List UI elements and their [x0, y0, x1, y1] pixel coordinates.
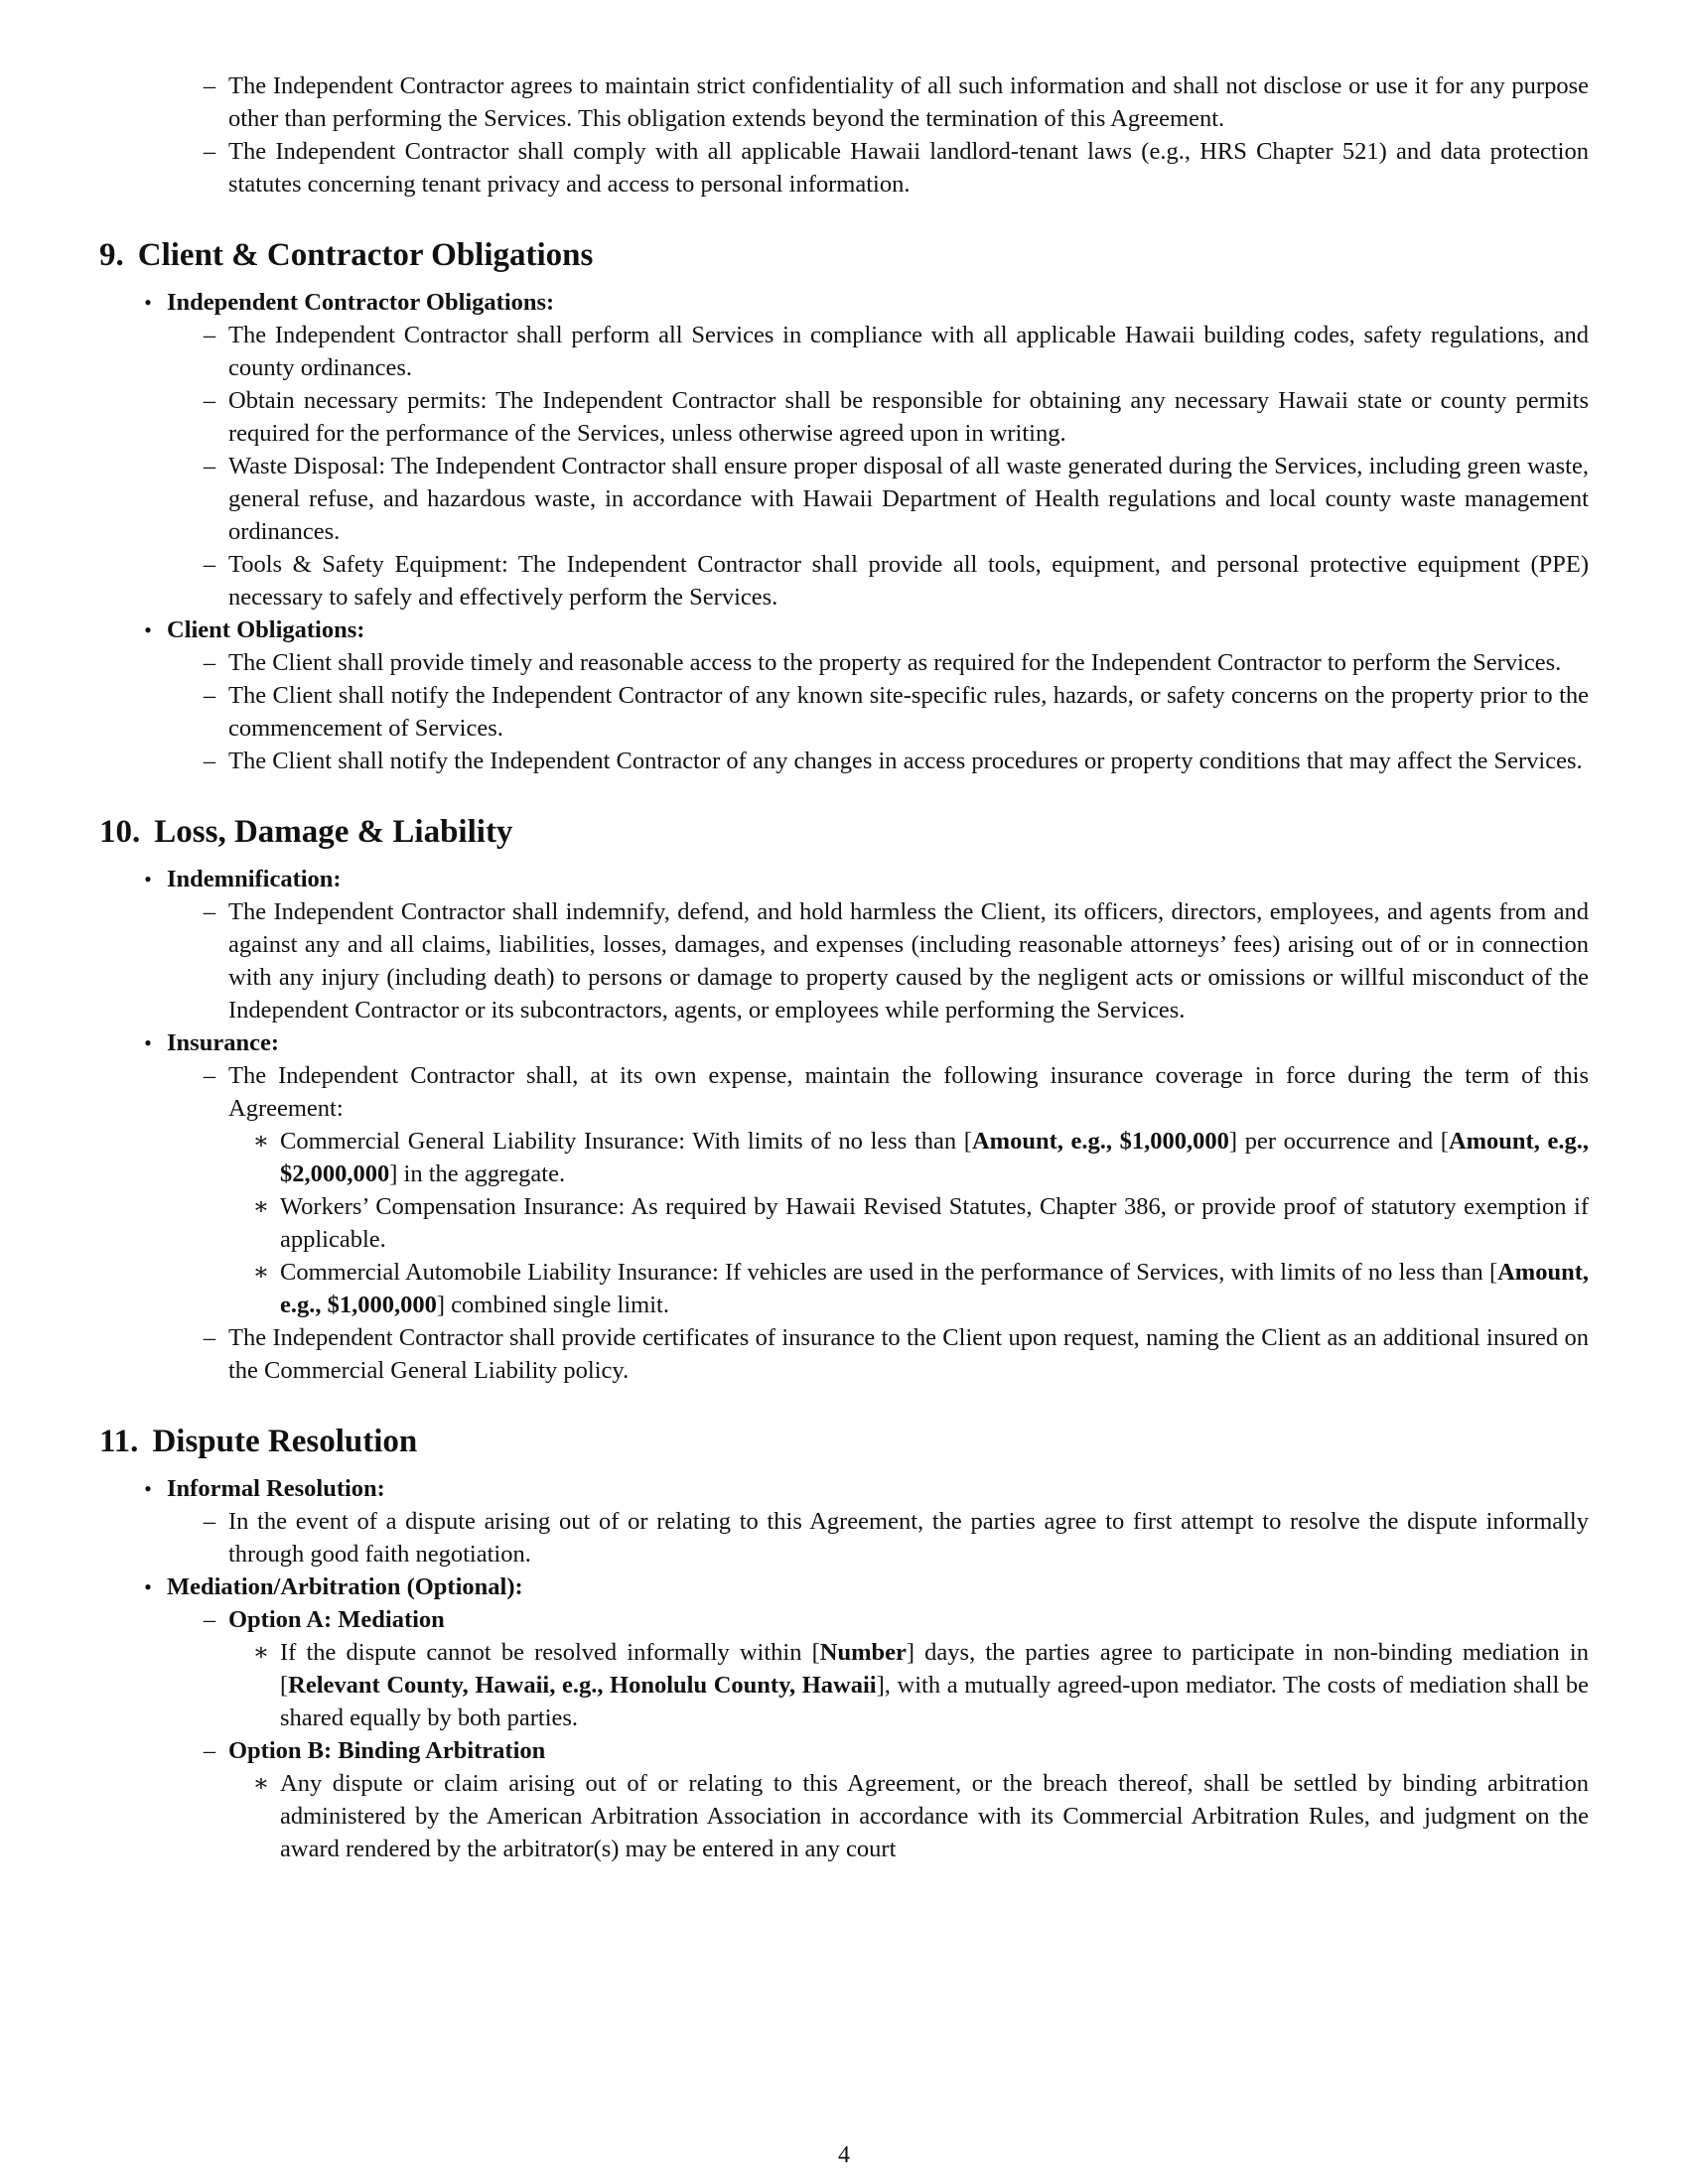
list-item [99, 69, 1589, 135]
subsection-heading: Indemnification: [167, 866, 342, 892]
dash-marker: – [203, 551, 216, 578]
list-item-text: In the event of a dispute arising out of or relating to this Agreement, the parties agree to first attempt to resolve the dispute informally through good faith negotiation. [228, 1508, 1589, 1568]
placeholder-amount: Amount, e.g., $2,000,000 [280, 1128, 1589, 1187]
bullet-marker: • [144, 617, 152, 642]
list-item-text: Obtain necessary permits: The Independent Contractor shall be responsible for obtaining any necessary Hawaii state or county permits required for the performance of the Services, unless otherwise agreed upon in writing. [228, 387, 1589, 447]
dash-marker: – [203, 1324, 216, 1351]
text-fragment: Commercial General Liability Insurance: With limits of no less than [ [280, 1128, 972, 1155]
section-10-list [99, 863, 1589, 1387]
list-item-text: Any dispute or claim arising out of or relating to this Agreement, or the breach thereof, shall be settled by binding arbitration administered by the American Arbitration Association in accordance with its Commercial Arbitration Rules, and judgment on the award rendered by the arbitrator(s) may be entered in any court [280, 1770, 1589, 1862]
text-fragment: ], with a mutually agreed-upon mediator. The costs of mediation shall be shared equally by both parties. [280, 1672, 1590, 1731]
text-fragment: ] per occurrence and [ [1228, 1128, 1449, 1155]
dash-marker: – [203, 387, 216, 414]
section-number: 10. [99, 814, 141, 850]
option-heading: Option B: Binding Arbitration [228, 1737, 546, 1764]
list-item [99, 286, 1589, 319]
list-item [99, 1190, 1589, 1256]
list-item [99, 1570, 1589, 1603]
star-marker: ∗ [252, 1639, 270, 1666]
list-item [99, 548, 1589, 614]
list-item [99, 745, 1589, 777]
list-item [99, 135, 1589, 201]
placeholder-amount: Amount, e.g., $1,000,000 [971, 1128, 1229, 1155]
list-item [99, 679, 1589, 745]
section-9-heading [99, 234, 1589, 276]
dash-marker: – [203, 682, 216, 709]
subsection-heading: Informal Resolution: [167, 1475, 385, 1502]
dash-marker: – [203, 1508, 216, 1535]
dash-marker: – [203, 453, 216, 479]
list-item-text: The Independent Contractor agrees to maintain strict confidentiality of all such information and shall not disclose or use it for any purpose other than performing the Services. This obligation extends beyond the termination of this Agreement. [228, 72, 1589, 132]
bullet-marker: • [144, 867, 152, 891]
list-item-text: The Client shall provide timely and reasonable access to the property as required for the Independent Contractor to perform the Services. [228, 649, 1562, 676]
bullet-marker: • [144, 1030, 152, 1055]
list-item [99, 450, 1589, 548]
list-item-text: Workers’ Compensation Insurance: As required by Hawaii Revised Statutes, Chapter 386, or provide proof of statutory exemption if applicable. [280, 1193, 1589, 1253]
list-item [99, 319, 1589, 384]
dash-marker: – [203, 138, 216, 165]
page-number: 4 [838, 2142, 850, 2168]
section-9-list [99, 286, 1589, 777]
list-item [99, 863, 1589, 895]
dash-marker: – [203, 748, 216, 774]
section-number: 11. [99, 1424, 139, 1459]
list-item [99, 1026, 1589, 1059]
list-item-text: The Independent Contractor shall indemnify, defend, and hold harmless the Client, its officers, directors, employees, and agents from and against any and all claims, liabilities, losses, damages, and expenses (including reasonable attorneys’ fees) arising out of or in connection with any injury (including death) to persons or damage to property caused by the negligent acts or omissions or willful misconduct of the Independent Contractor or its subcontractors, agents, or employees while performing the Services. [228, 898, 1589, 1024]
list-item [99, 1734, 1589, 1767]
list-item [99, 1059, 1589, 1125]
list-item-text: The Independent Contractor shall provide certificates of insurance to the Client upon request, naming the Client as an additional insured on the Commercial General Liability policy. [228, 1324, 1589, 1384]
placeholder-amount: Amount, e.g., $1,000,000 [280, 1259, 1589, 1318]
dash-marker: – [203, 72, 216, 99]
list-item [99, 1505, 1589, 1570]
text-fragment: ] in the aggregate. [389, 1160, 566, 1187]
section-10-heading [99, 811, 1589, 853]
text-fragment: If the dispute cannot be resolved informally within [ [280, 1639, 820, 1666]
list-item [99, 1125, 1589, 1190]
list-item [99, 1636, 1589, 1734]
list-item [99, 1256, 1589, 1321]
list-item [99, 1767, 1589, 1865]
list-item-text: The Client shall notify the Independent Contractor of any known site-specific rules, hazards, or safety concerns on the property prior to the commencement of Services. [228, 682, 1589, 742]
star-marker: ∗ [252, 1193, 270, 1220]
dash-marker: – [203, 649, 216, 676]
list-item-text: The Independent Contractor shall, at its own expense, maintain the following insurance coverage in force during the term of this Agreement: [228, 1062, 1589, 1122]
list-item [99, 1472, 1589, 1505]
dash-marker: – [203, 898, 216, 925]
list-item [99, 1603, 1589, 1636]
placeholder-county: Relevant County, Hawaii, e.g., Honolulu County, Hawaii [288, 1672, 877, 1699]
option-heading: Option A: Mediation [228, 1606, 445, 1633]
list-item [99, 384, 1589, 450]
text-fragment: Commercial Automobile Liability Insurance: If vehicles are used in the performance of Services, with limits of no less than [ [280, 1259, 1498, 1286]
section-11-heading [99, 1421, 1589, 1462]
bullet-marker: • [144, 1574, 152, 1599]
dash-marker: – [203, 322, 216, 348]
list-item-text: Tools & Safety Equipment: The Independent Contractor shall provide all tools, equipment, and personal protective equipment (PPE) necessary to safely and effectively perform the Services. [228, 551, 1589, 611]
section-title: Loss, Damage & Liability [154, 814, 513, 850]
document-page [99, 69, 1589, 1865]
dash-marker: – [203, 1606, 216, 1633]
list-item-text: The Client shall notify the Independent Contractor of any changes in access procedures or property conditions that may affect the Services. [228, 748, 1583, 774]
subsection-heading: Client Obligations: [167, 616, 365, 643]
section-number: 9. [99, 237, 124, 273]
text-fragment: ] days, the parties agree to participate in non-binding mediation in [ [280, 1639, 1589, 1699]
text-fragment: ] combined single limit. [436, 1292, 669, 1318]
list-item [99, 646, 1589, 679]
list-item-text: The Independent Contractor shall perform all Services in compliance with all applicable Hawaii building codes, safety regulations, and county ordinances. [228, 322, 1589, 381]
section-title: Client & Contractor Obligations [137, 237, 594, 273]
confidentiality-list [99, 69, 1589, 201]
dash-marker: – [203, 1737, 216, 1764]
list-item [99, 614, 1589, 646]
star-marker: ∗ [252, 1259, 270, 1286]
star-marker: ∗ [252, 1128, 270, 1155]
list-item-text: The Independent Contractor shall comply with all applicable Hawaii landlord-tenant laws (e.g., HRS Chapter 521) and data protection statutes concerning tenant privacy and access to personal information. [228, 138, 1589, 198]
subsection-heading: Insurance: [167, 1029, 279, 1056]
list-item [99, 1321, 1589, 1387]
star-marker: ∗ [252, 1770, 270, 1797]
section-title: Dispute Resolution [152, 1424, 418, 1459]
placeholder-number: Number [819, 1639, 907, 1666]
list-item [99, 895, 1589, 1026]
dash-marker: – [203, 1062, 216, 1089]
section-11-list [99, 1472, 1589, 1865]
bullet-marker: • [144, 290, 152, 315]
subsection-heading: Independent Contractor Obligations: [167, 289, 555, 316]
subsection-heading: Mediation/Arbitration (Optional): [167, 1573, 523, 1600]
list-item-text: Waste Disposal: The Independent Contractor shall ensure proper disposal of all waste generated during the Services, including green waste, general refuse, and hazardous waste, in accordance with Hawaii Department of Health regulations and local county waste management ordinances. [228, 453, 1589, 545]
bullet-marker: • [144, 1476, 152, 1501]
